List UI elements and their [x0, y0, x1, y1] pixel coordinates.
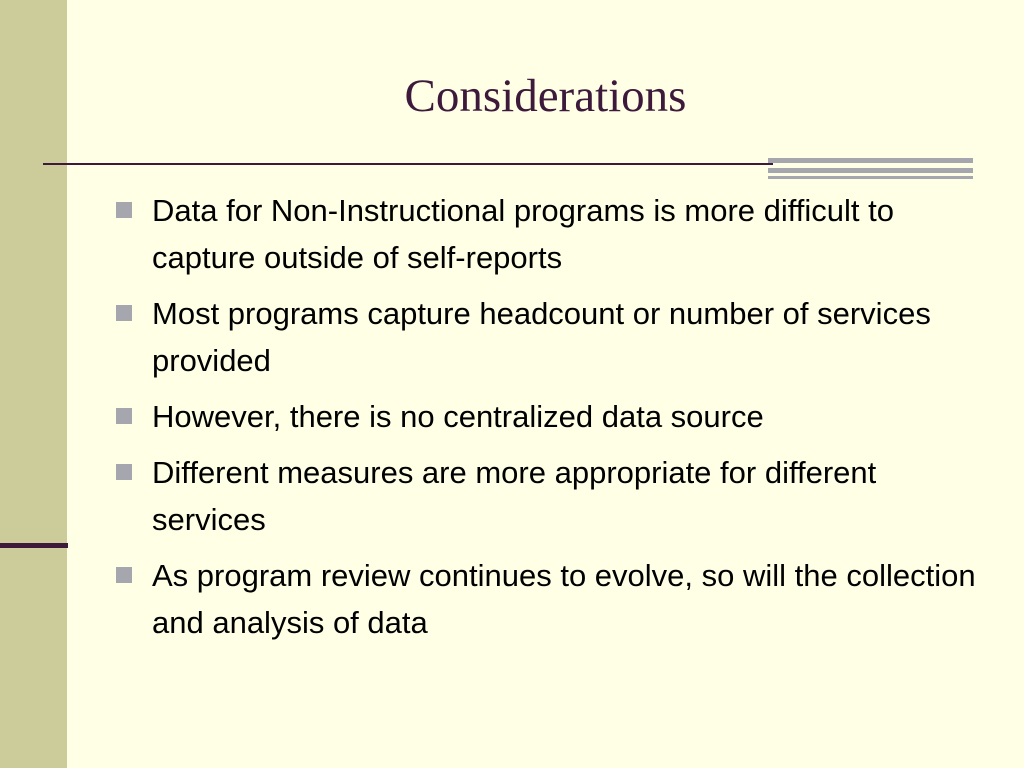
bullet-item	[116, 290, 976, 384]
accent-stripe	[768, 168, 973, 173]
title-divider	[43, 163, 773, 165]
slide-title: Considerations	[404, 70, 687, 122]
accent-stripe	[768, 176, 973, 179]
bullet-text: However, there is no centralized data source	[152, 399, 764, 434]
square-bullet-icon	[116, 567, 132, 583]
side-bar	[0, 0, 67, 768]
bullet-text: Most programs capture headcount or number of services provided	[152, 296, 931, 378]
accent-stripe	[768, 158, 973, 163]
bullet-text: Data for Non-Instructional programs is more difficult to capture outside of self-reports	[152, 193, 895, 275]
bullet-list	[116, 187, 976, 655]
square-bullet-icon	[116, 464, 132, 480]
bullet-text: As program review continues to evolve, so will the collection and analysis of data	[152, 558, 976, 640]
bullet-item	[116, 393, 976, 440]
side-bar-accent-line	[0, 543, 68, 548]
title-divider-accent	[768, 158, 973, 180]
bullet-item	[116, 187, 976, 281]
square-bullet-icon	[116, 202, 132, 218]
square-bullet-icon	[116, 408, 132, 424]
bullet-text: Different measures are more appropriate for different services	[152, 455, 877, 537]
bullet-item	[116, 449, 976, 543]
square-bullet-icon	[116, 305, 132, 321]
bullet-item	[116, 552, 976, 646]
